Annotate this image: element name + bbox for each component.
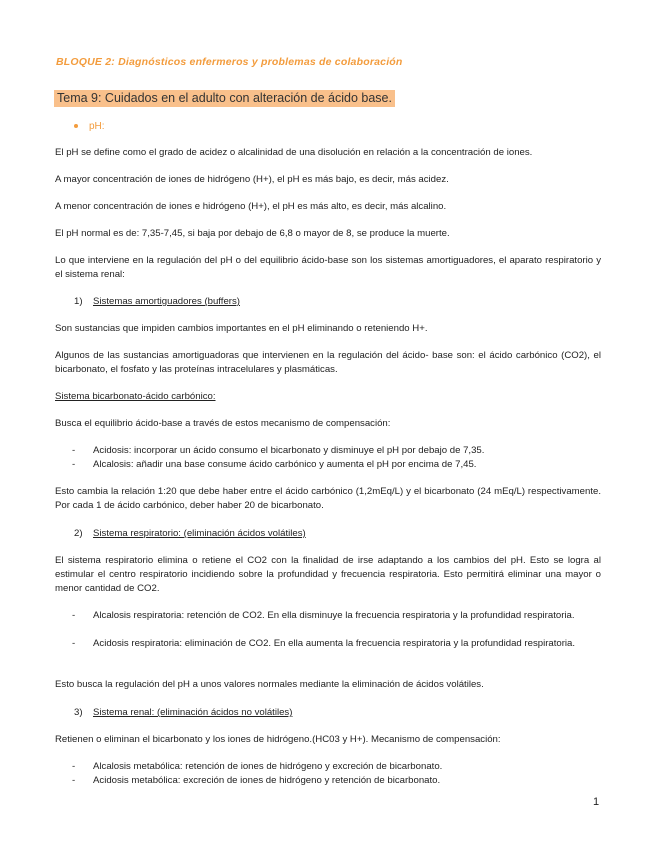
paragraph-ph-definition: El pH se define como el grado de acidez o alcalinidad de una disolución en relación a la concentración de iones. xyxy=(55,147,533,158)
section-number: 1) xyxy=(74,296,83,307)
list-item xyxy=(72,609,601,623)
dash-bullet: - xyxy=(72,610,76,621)
list-item-text: Alcalosis: añadir una base consume ácido carbónico y aumenta el pH por encima de 7,45. xyxy=(93,459,477,470)
list-item xyxy=(72,458,601,472)
subheading-bicarbonate: Sistema bicarbonato-ácido carbónico: xyxy=(55,391,216,402)
block-title: BLOQUE 2: Diagnósticos enfermeros y problemas de colaboración xyxy=(56,56,403,68)
list-item-text: Alcalosis metabólica: retención de iones de hidrógeno y excreción de bicarbonato. xyxy=(93,761,443,772)
list-item xyxy=(72,774,601,788)
bullet-dot-icon xyxy=(74,124,78,128)
paragraph-higher-h: A mayor concentración de iones de hidrógeno (H+), el pH es más bajo, es decir, más acidez. xyxy=(55,174,449,185)
ph-heading xyxy=(74,121,105,132)
paragraph-volatile-acids: Esto busca la regulación del pH a unos valores normales mediante la eliminación de ácidos volátiles. xyxy=(55,679,484,690)
paragraph-normal-ph: El pH normal es de: 7,35-7,45, si baja por debajo de 6,8 o mayor de 8, se produce la muerte. xyxy=(55,228,450,239)
list-item-text: Acidosis: incorporar un ácido consumo el bicarbonato y disminuye el pH por debajo de 7,35. xyxy=(93,445,485,456)
section-title: Sistema respiratorio: (eliminación ácidos volátiles) xyxy=(93,528,306,539)
section-heading-respiratory xyxy=(74,527,306,541)
topic-title: Tema 9: Cuidados en el adulto con alteración de ácido base. xyxy=(54,90,395,107)
dash-bullet: - xyxy=(72,775,76,786)
paragraph-regulation: Lo que interviene en la regulación del pH o del equilibrio ácido-base son los sistemas amortiguadores, el aparato respiratorio y el sistema renal: xyxy=(55,255,601,280)
paragraph-respiratory-system: El sistema respiratorio elimina o retiene el CO2 con la finalidad de irse adaptando a los cambios del pH. Esto se logra al estimular el centro respiratorio incidiendo sobre la profundidad y frecuencia respiratoria. Esto permitirá eliminar una mayor o menor cantidad de CO2. xyxy=(55,555,601,594)
section-number: 2) xyxy=(74,528,83,539)
list-item xyxy=(72,637,601,651)
dash-bullet: - xyxy=(72,761,76,772)
section-title: Sistemas amortiguadores (buffers) xyxy=(93,296,240,307)
ph-heading-label: pH: xyxy=(89,121,105,132)
list-item-text: Alcalosis respiratoria: retención de CO2. En ella disminuye la frecuencia respiratoria y la profundidad respiratoria. xyxy=(93,610,575,621)
section-title: Sistema renal: (eliminación ácidos no volátiles) xyxy=(93,707,293,718)
section-heading-buffers xyxy=(74,295,240,309)
dash-bullet: - xyxy=(72,459,76,470)
paragraph-lower-h: A menor concentración de iones e hidrógeno (H+), el pH es más alto, es decir, más alcalino. xyxy=(55,201,447,212)
list-item-text: Acidosis respiratoria: eliminación de CO2. En ella aumenta la frecuencia respiratoria y la profundidad respiratoria. xyxy=(93,638,576,649)
paragraph-buffer-substances: Algunos de las sustancias amortiguadoras que intervienen en la regulación del ácido- base son: el ácido carbónico (CO2), el bicarbonato, el fosfato y las proteínas intracelulares y plasmáticas. xyxy=(55,350,601,375)
section-heading-renal xyxy=(74,706,292,720)
paragraph-renal: Retienen o eliminan el bicarbonato y los iones de hidrógeno.(HC03 y H+). Mecanismo de compensación: xyxy=(55,734,501,745)
dash-bullet: - xyxy=(72,445,76,456)
section-number: 3) xyxy=(74,707,83,718)
list-item xyxy=(72,444,601,458)
list-item-text: Acidosis metabólica: excreción de iones de hidrógeno y retención de bicarbonato. xyxy=(93,775,441,786)
paragraph-ratio: Esto cambia la relación 1:20 que debe haber entre el ácido carbónico (1,2mEq/L) y el bicarbonato (24 mEq/L) respectivamente. Por cada 1 de ácido carbónico, deber haber 20 de bicarbonato. xyxy=(55,486,601,511)
list-item xyxy=(72,760,601,774)
paragraph-compensation: Busca el equilibrio ácido-base a través de estos mecanismo de compensación: xyxy=(55,418,391,429)
dash-bullet: - xyxy=(72,638,76,649)
page-number: 1 xyxy=(593,796,600,808)
paragraph-buffers-def: Son sustancias que impiden cambios importantes en el pH eliminando o reteniendo H+. xyxy=(55,323,428,334)
